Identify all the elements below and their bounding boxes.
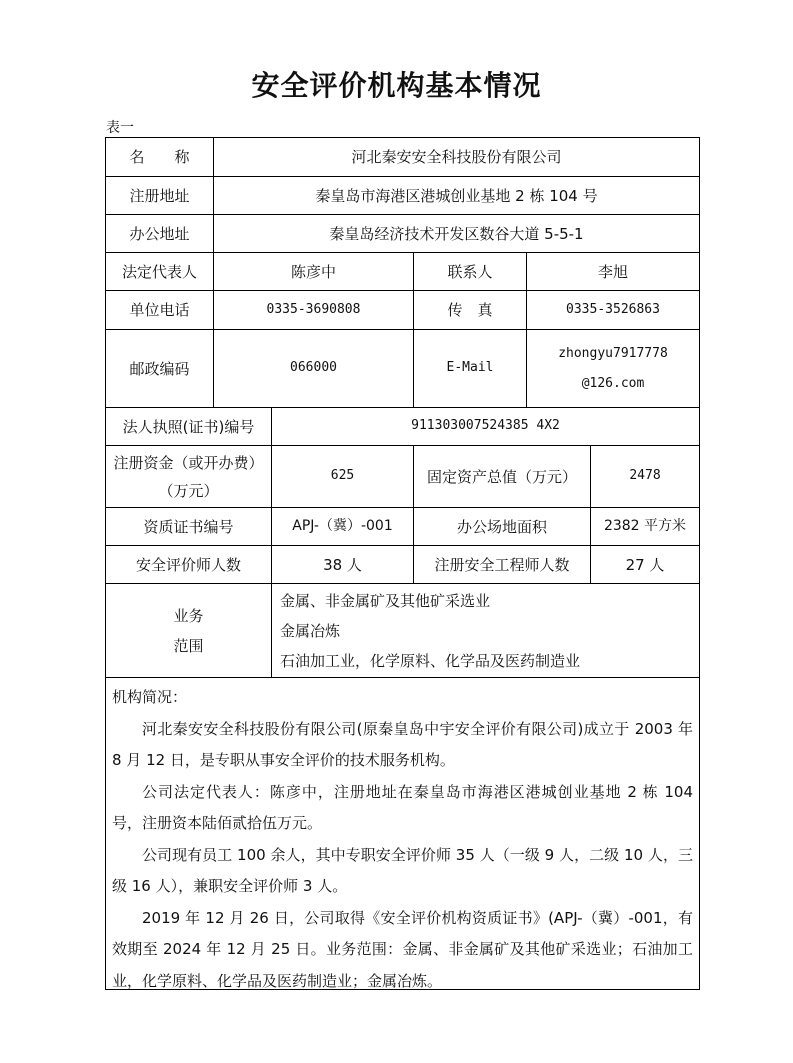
contact-value: 李旭 bbox=[597, 262, 628, 281]
postal-label: 邮政编码 bbox=[106, 330, 214, 407]
reg-address-label: 注册地址 bbox=[106, 177, 214, 214]
name-value: 河北秦安安全科技股份有限公司 bbox=[351, 148, 562, 166]
staff-label: 安全评价师人数 bbox=[106, 546, 272, 583]
intro-paragraph: 河北秦安安全科技股份有限公司(原秦皇岛中宇安全评价有限公司)成立于 2003 年 8 月 12 日，是专职从事安全评价的技术服务机构。 bbox=[112, 719, 693, 769]
office-address-label: 办公地址 bbox=[106, 215, 214, 252]
table-row bbox=[106, 138, 699, 177]
cert-label: 资质证书编号 bbox=[106, 508, 272, 545]
fax-label: 传 真 bbox=[414, 291, 527, 329]
table-row bbox=[106, 546, 699, 584]
phone-value: 0335-3690808 bbox=[214, 291, 414, 329]
engineer-value: 27 人 bbox=[625, 555, 665, 574]
email-value bbox=[527, 330, 699, 407]
table-row bbox=[106, 330, 699, 408]
page-title: 安全评价机构基本情况 bbox=[251, 69, 542, 102]
license-label: 法人执照(证书)编号 bbox=[106, 408, 272, 445]
table-row bbox=[106, 584, 699, 678]
postal-value: 066000 bbox=[214, 330, 414, 407]
legal-rep-value: 陈彦中 bbox=[214, 253, 414, 290]
capital-label-line-1: 注册资金（或开办费） bbox=[113, 453, 264, 472]
table-label: 表一 bbox=[106, 120, 134, 136]
phone-label: 单位电话 bbox=[106, 291, 214, 329]
capital-label bbox=[106, 446, 272, 507]
email-line-1: zhongyu7917778 bbox=[558, 345, 668, 361]
scope-label bbox=[106, 584, 272, 677]
intro-paragraph: 2019 年 12 月 26 日，公司取得《安全评价机构资质证书》(APJ-（冀）-001，有效期至 2024 年 12 月 25 日。业务范围：金属、非金属矿及其他矿采选业；石油加工业，化学原料、化学品及医药制造业；金属冶炼。 bbox=[112, 908, 693, 990]
contact-label: 联系人 bbox=[414, 253, 527, 290]
intro-section bbox=[106, 678, 699, 989]
table-row bbox=[106, 508, 699, 546]
assets-label: 固定资产总值（万元） bbox=[414, 446, 591, 507]
intro-paragraph: 公司现有员工 100 余人，其中专职安全评价师 35 人（一级 9 人，二级 10 人，三级 16 人），兼职安全评价师 3 人。 bbox=[112, 845, 693, 895]
intro-row bbox=[106, 678, 699, 989]
table-row bbox=[106, 215, 699, 253]
office-address-value: 秦皇岛经济技术开发区数谷大道 5-5-1 bbox=[329, 224, 584, 243]
scope-item: 石油加工业，化学原料、化学品及医药制造业 bbox=[280, 651, 581, 670]
scope-label-line-2: 范围 bbox=[173, 636, 204, 655]
email-line-2: @126.com bbox=[581, 375, 645, 391]
cert-value: APJ-（冀）-001 bbox=[272, 508, 414, 545]
scope-item: 金属冶炼 bbox=[280, 621, 341, 640]
staff-value: 38 人 bbox=[272, 546, 414, 583]
scope-list bbox=[272, 584, 699, 677]
area-label: 办公场地面积 bbox=[414, 508, 591, 545]
fax-value: 0335-3526863 bbox=[566, 301, 660, 317]
area-value: 2382 平方米 bbox=[603, 518, 687, 535]
table-row bbox=[106, 408, 699, 446]
legal-rep-label: 法定代表人 bbox=[106, 253, 214, 290]
intro-heading: 机构简况： bbox=[112, 688, 188, 706]
table-row bbox=[106, 177, 699, 215]
name-label: 名 称 bbox=[106, 138, 214, 176]
table-row bbox=[106, 291, 699, 330]
info-table bbox=[105, 137, 700, 990]
license-value: 911303007524385 4X2 bbox=[411, 418, 560, 434]
engineer-label: 注册安全工程师人数 bbox=[414, 546, 591, 583]
table-row bbox=[106, 446, 699, 508]
reg-address-value: 秦皇岛市海港区港城创业基地 2 栋 104 号 bbox=[315, 186, 598, 205]
capital-label-line-2: （万元） bbox=[158, 481, 219, 500]
intro-paragraph: 公司法定代表人：陈彦中，注册地址在秦皇岛市海港区港城创业基地 2 栋 104 号，注册资本陆佰贰拾伍万元。 bbox=[112, 782, 693, 832]
email-label: E-Mail bbox=[414, 330, 527, 407]
capital-value: 625 bbox=[272, 446, 414, 507]
scope-label-line-1: 业务 bbox=[173, 606, 204, 625]
assets-value: 2478 bbox=[629, 468, 661, 484]
scope-item: 金属、非金属矿及其他矿采选业 bbox=[280, 591, 491, 610]
table-row bbox=[106, 253, 699, 291]
